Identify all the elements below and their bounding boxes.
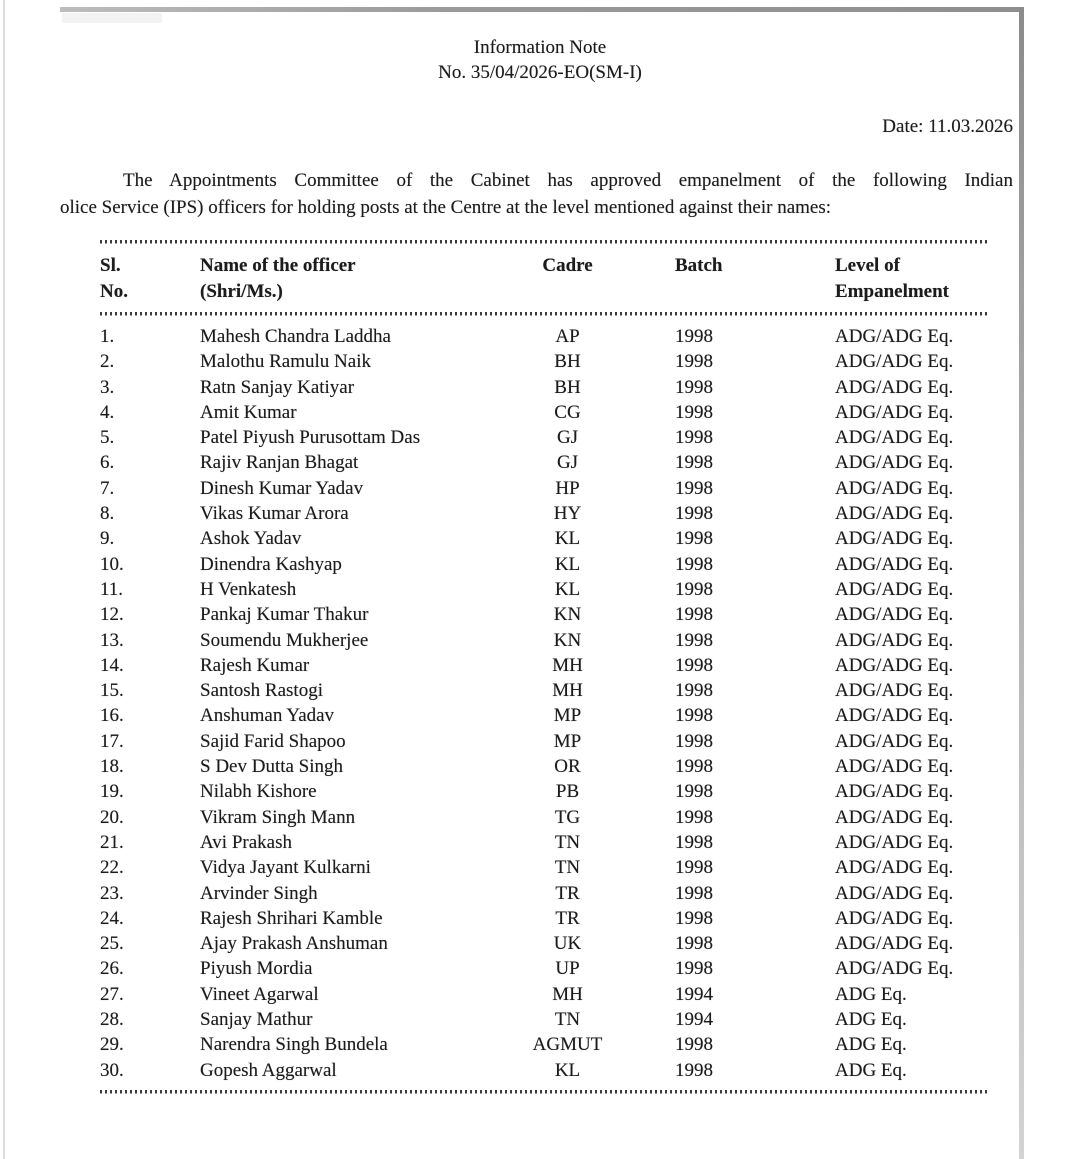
cell-cadre: TR: [555, 882, 580, 904]
cell-sl-no: 19.: [100, 781, 124, 803]
cell-cadre: KL: [554, 553, 581, 575]
cell-level: ADG/ADG Eq.: [835, 680, 954, 702]
cell-sl-no: 13.: [100, 629, 124, 651]
table-row: [100, 653, 988, 678]
cell-sl-no: 24.: [100, 907, 124, 929]
table-row: [100, 501, 988, 526]
cell-sl-no: 18.: [100, 756, 124, 778]
doc-date: Date: 11.03.2026: [882, 116, 1013, 137]
cell-level: ADG/ADG Eq.: [835, 958, 954, 980]
table-row: [100, 400, 988, 425]
cell-cadre: TR: [555, 907, 580, 929]
cell-sl-no: 17.: [100, 730, 124, 752]
cell-cadre: KL: [554, 528, 581, 550]
cell-sl-no: 1.: [100, 326, 115, 347]
cell-name: Sajid Farid Shapoo: [200, 730, 346, 752]
table-row: [100, 956, 988, 981]
document-header: [0, 35, 1080, 85]
table-row: [100, 855, 988, 880]
cell-sl-no: 29.: [100, 1034, 124, 1056]
table-row: [100, 1007, 988, 1032]
cell-name: Sanjay Mathur: [200, 1009, 313, 1031]
cell-name: Mahesh Chandra Laddha: [200, 326, 391, 347]
cell-level: ADG/ADG Eq.: [835, 553, 954, 575]
cell-sl-no: 30.: [100, 1059, 124, 1081]
cell-level: ADG Eq.: [835, 1034, 907, 1056]
cell-name: Avi Prakash: [200, 831, 292, 853]
cell-cadre: UP: [555, 958, 580, 980]
cell-name: Rajiv Ranjan Bhagat: [200, 452, 359, 474]
cell-level: ADG/ADG Eq.: [835, 781, 954, 803]
table-row: [100, 729, 988, 754]
cell-level: ADG/ADG Eq.: [835, 806, 954, 828]
cell-batch: 1998: [675, 503, 713, 525]
cell-name: Ajay Prakash Anshuman: [200, 933, 388, 955]
cell-sl-no: 15.: [100, 680, 124, 702]
table-row: [100, 703, 988, 728]
table-row: [100, 678, 988, 703]
cell-name: H Venkatesh: [200, 578, 297, 600]
col-header-sl-no: Sl. No.: [100, 255, 128, 302]
cell-cadre: GJ: [556, 452, 579, 474]
table-row: [100, 476, 988, 501]
cell-cadre: KL: [554, 1059, 581, 1081]
cell-sl-no: 16.: [100, 705, 124, 727]
cell-cadre: AP: [555, 326, 580, 347]
cell-level: ADG/ADG Eq.: [835, 528, 954, 550]
doc-title: Information Note: [473, 37, 607, 58]
cell-name: Narendra Singh Bundela: [200, 1034, 388, 1056]
cell-sl-no: 10.: [100, 553, 124, 575]
cell-batch: 1998: [675, 756, 713, 778]
cell-batch: 1998: [675, 907, 713, 929]
cell-batch: 1998: [675, 958, 713, 980]
cell-batch: 1998: [675, 528, 713, 550]
col-header-level: Level of Empanelment: [835, 255, 949, 302]
cell-batch: 1998: [675, 578, 713, 600]
cell-level: ADG/ADG Eq.: [835, 578, 954, 600]
cell-cadre: PB: [555, 781, 580, 803]
cell-sl-no: 6.: [100, 452, 115, 474]
table-row: [100, 577, 988, 602]
cell-cadre: BH: [554, 351, 581, 373]
body-paragraph: [60, 168, 1013, 221]
cell-level: ADG/ADG Eq.: [835, 705, 954, 727]
cell-batch: 1998: [675, 1059, 713, 1081]
cell-level: ADG/ADG Eq.: [835, 730, 954, 752]
cell-name: Malothu Ramulu Naik: [200, 351, 371, 373]
cell-level: ADG/ADG Eq.: [835, 503, 954, 525]
cell-name: Ashok Yadav: [200, 528, 302, 550]
doc-reference-number: No. 35/04/2026-EO(SM-I): [438, 62, 642, 83]
cell-level: ADG/ADG Eq.: [835, 882, 954, 904]
table-row: [100, 881, 988, 906]
cell-name: Patel Piyush Purusottam Das: [200, 427, 421, 449]
cell-batch: 1998: [675, 553, 713, 575]
cell-batch: 1998: [675, 806, 713, 828]
cell-level: ADG Eq.: [835, 983, 907, 1005]
cell-name: Rajesh Shrihari Kamble: [200, 907, 383, 929]
cell-level: ADG/ADG Eq.: [835, 477, 954, 499]
cell-batch: 1998: [675, 629, 713, 651]
cell-batch: 1998: [675, 654, 713, 676]
cell-batch: 1998: [675, 680, 713, 702]
cell-cadre: KN: [553, 629, 582, 651]
cell-name: Dinendra Kashyap: [200, 553, 342, 575]
cell-name: Vikas Kumar Arora: [200, 503, 349, 525]
cell-cadre: TN: [554, 831, 581, 853]
cell-level: ADG/ADG Eq.: [835, 351, 954, 373]
cell-batch: 1998: [675, 477, 713, 499]
cell-batch: 1998: [675, 604, 713, 626]
cell-cadre: MH: [552, 983, 583, 1005]
table-header-row: [100, 253, 988, 305]
cell-cadre: GJ: [556, 427, 579, 449]
cell-name: Gopesh Aggarwal: [200, 1059, 337, 1081]
cell-name: S Dev Dutta Singh: [200, 756, 344, 778]
cell-level: ADG/ADG Eq.: [835, 452, 954, 474]
cell-cadre: MP: [553, 730, 582, 752]
cell-sl-no: 27.: [100, 983, 124, 1005]
cell-cadre: OR: [554, 756, 581, 778]
cell-sl-no: 7.: [100, 477, 115, 499]
cell-sl-no: 11.: [100, 578, 124, 600]
cell-cadre: MP: [553, 705, 582, 727]
table-row: [100, 1032, 988, 1057]
cell-cadre: TG: [554, 806, 581, 828]
cell-level: ADG/ADG Eq.: [835, 376, 954, 398]
table-row: [100, 425, 988, 450]
table-row: [100, 830, 988, 855]
cell-batch: 1998: [675, 857, 713, 879]
cell-sl-no: 4.: [100, 401, 115, 423]
cell-level: ADG/ADG Eq.: [835, 933, 954, 955]
table-row: [100, 931, 988, 956]
cell-sl-no: 28.: [100, 1009, 124, 1031]
cell-sl-no: 2.: [100, 351, 115, 373]
table-divider-bottom: [100, 1090, 988, 1094]
cell-name: Santosh Rastogi: [200, 680, 323, 702]
cell-name: Vikram Singh Mann: [200, 806, 356, 828]
cell-sl-no: 26.: [100, 958, 124, 980]
cell-level: ADG/ADG Eq.: [835, 629, 954, 651]
table-row: [100, 450, 988, 475]
cell-batch: 1994: [675, 983, 713, 1005]
cell-level: ADG/ADG Eq.: [835, 907, 954, 929]
cell-level: ADG/ADG Eq.: [835, 427, 954, 449]
table-row: [100, 602, 988, 627]
cell-sl-no: 20.: [100, 806, 124, 828]
cell-name: Nilabh Kishore: [200, 781, 317, 803]
cell-batch: 1998: [675, 781, 713, 803]
table-row: [100, 779, 988, 804]
cell-batch: 1998: [675, 1034, 713, 1056]
cell-cadre: BH: [554, 376, 581, 398]
cell-batch: 1998: [675, 882, 713, 904]
table-row: [100, 324, 988, 349]
cell-batch: 1998: [675, 351, 713, 373]
cell-level: ADG/ADG Eq.: [835, 831, 954, 853]
cell-level: ADG/ADG Eq.: [835, 654, 954, 676]
cell-sl-no: 5.: [100, 427, 115, 449]
col-header-cadre: Cadre: [542, 255, 593, 276]
cell-batch: 1998: [675, 705, 713, 727]
cell-cadre: MH: [552, 680, 583, 702]
cell-level: ADG/ADG Eq.: [835, 857, 954, 879]
cell-cadre: HY: [553, 503, 582, 525]
cell-name: Soumendu Mukherjee: [200, 629, 369, 651]
cell-name: Rajesh Kumar: [200, 654, 310, 676]
col-header-batch: Batch: [675, 255, 723, 276]
cell-name: Vineet Agarwal: [200, 983, 319, 1005]
cell-cadre: TN: [554, 1009, 581, 1031]
cell-batch: 1998: [675, 730, 713, 752]
cell-name: Dinesh Kumar Yadav: [200, 477, 364, 499]
cell-sl-no: 23.: [100, 882, 124, 904]
cell-batch: 1998: [675, 452, 713, 474]
table-row: [100, 805, 988, 830]
table-rows: [100, 324, 988, 1083]
cell-cadre: KN: [553, 604, 582, 626]
table-row: [100, 349, 988, 374]
cell-batch: 1994: [675, 1009, 713, 1031]
table-row: [100, 628, 988, 653]
cell-sl-no: 21.: [100, 831, 124, 853]
table-divider-top: [100, 240, 988, 244]
col-header-name: Name of the officer (Shri/Ms.): [200, 255, 356, 302]
cell-level: ADG/ADG Eq.: [835, 326, 954, 347]
cell-batch: 1998: [675, 831, 713, 853]
cell-sl-no: 8.: [100, 503, 115, 525]
cell-name: Pankaj Kumar Thakur: [200, 604, 369, 626]
cell-level: ADG Eq.: [835, 1059, 907, 1081]
table-row: [100, 982, 988, 1007]
cell-cadre: MH: [552, 654, 583, 676]
cell-sl-no: 9.: [100, 528, 115, 550]
cell-name: Arvinder Singh: [200, 882, 318, 904]
cell-level: ADG/ADG Eq.: [835, 756, 954, 778]
table-row: [100, 906, 988, 931]
table-row: [100, 1058, 988, 1083]
cell-batch: 1998: [675, 401, 713, 423]
cell-name: Piyush Mordia: [200, 958, 313, 980]
table-divider-middle: [100, 312, 988, 316]
table-row: [100, 754, 988, 779]
cell-sl-no: 22.: [100, 857, 124, 879]
body-paragraph-line-2: olice Service (IPS) officers for holding posts at the Centre at the level mentioned against their names:: [60, 196, 832, 218]
cell-sl-no: 14.: [100, 654, 124, 676]
cell-sl-no: 12.: [100, 604, 124, 626]
cell-name: Amit Kumar: [200, 401, 297, 423]
cell-cadre: HP: [555, 477, 580, 499]
cell-name: Ratn Sanjay Katiyar: [200, 376, 355, 398]
cell-batch: 1998: [675, 427, 713, 449]
cell-cadre: TN: [554, 857, 581, 879]
table-row: [100, 552, 988, 577]
table-row: [100, 526, 988, 551]
body-paragraph-line-1: The Appointments Committee of the Cabinet has approved empanelment of the following Indian: [123, 170, 1013, 191]
cell-sl-no: 3.: [100, 376, 115, 398]
cell-sl-no: 25.: [100, 933, 124, 955]
cell-batch: 1998: [675, 326, 713, 347]
cell-cadre: AGMUT: [532, 1034, 603, 1056]
cell-cadre: KL: [554, 578, 581, 600]
cell-cadre: UK: [553, 933, 582, 955]
cell-cadre: CG: [554, 401, 581, 423]
table-row: [100, 375, 988, 400]
cell-name: Anshuman Yadav: [200, 705, 335, 727]
cell-level: ADG Eq.: [835, 1009, 907, 1031]
cell-batch: 1998: [675, 933, 713, 955]
cell-name: Vidya Jayant Kulkarni: [200, 857, 371, 879]
cell-level: ADG/ADG Eq.: [835, 401, 954, 423]
empanelment-table: [100, 240, 988, 1094]
cell-batch: 1998: [675, 376, 713, 398]
cell-level: ADG/ADG Eq.: [835, 604, 954, 626]
